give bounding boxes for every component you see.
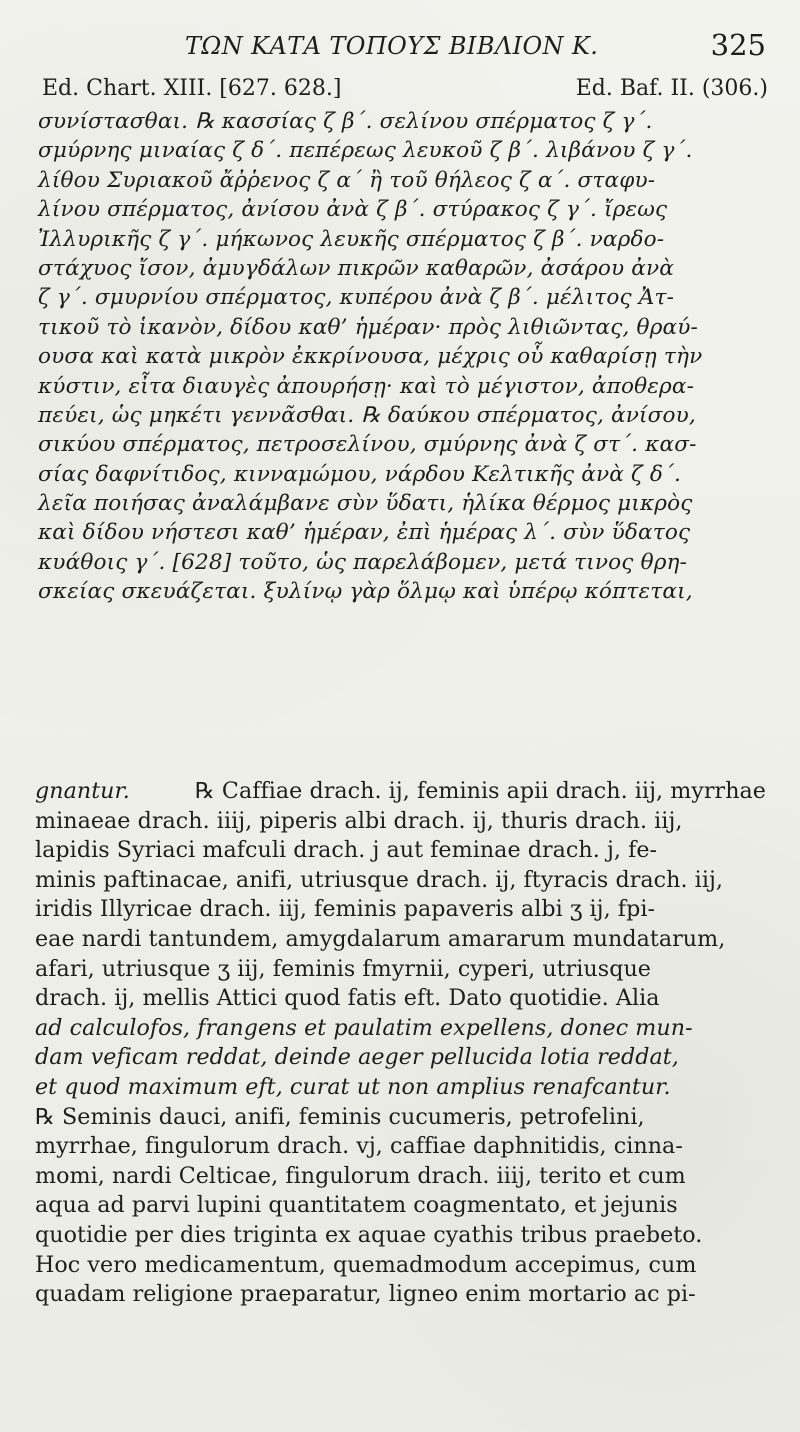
- latin-line: [35, 1191, 766, 1221]
- latin-line-rest: lapidis Syriaci mafculi drach. j aut feminae drach. j, fe-: [35, 837, 658, 864]
- latin-line: [35, 1162, 766, 1192]
- latin-line: [35, 955, 766, 985]
- greek-line: Ἰλλυρικῆς ζ γ΄. μήκωνος λευκῆς σπέρματος ζ β΄. ναρδο-: [38, 226, 665, 252]
- greek-line: λεῖα ποιήσας ἀναλάμβανε σὺν ὕδατι, ἡλίκα θέρμος μικρὸς: [38, 491, 693, 517]
- latin-line: [35, 895, 766, 925]
- latin-line: [35, 1103, 766, 1133]
- latin-line: [35, 1014, 766, 1044]
- latin-line: [35, 1073, 766, 1103]
- latin-line: [35, 777, 766, 807]
- latin-line-rest: aqua ad parvi lupini quantitatem coagmentato, et jejunis: [35, 1192, 678, 1219]
- latin-line-rest: quadam religione praeparatur, ligneo enim mortario ac pi-: [35, 1281, 696, 1308]
- greek-line: ουσα καὶ κατὰ μικρὸν ἐκκρίνουσα, μέχρις οὗ καθαρίσῃ τὴν: [38, 344, 703, 370]
- latin-line: [35, 1221, 766, 1251]
- latin-line-rest: iridis Illyricae drach. iij, feminis papaveris albi ʒ ij, fpi-: [35, 896, 656, 923]
- greek-line: καὶ δίδου νήστεσι καθ’ ἡμέραν, ἐπὶ ἡμέρας λ΄. σὺν ὕδατος: [38, 520, 691, 546]
- latin-line-lead: dam veficam reddat, deinde aeger pellucida lotia reddat,: [35, 1044, 679, 1071]
- latin-line-rest: myrrhae, fingulorum drach. vj, caffiae daphnitidis, cinna-: [35, 1133, 683, 1160]
- latin-line-rest: eae nardi tantundem, amygdalarum amararum mundatarum,: [35, 925, 726, 952]
- show-through-text: [88, 706, 748, 732]
- latin-line: [35, 836, 766, 866]
- page-number: 325: [710, 28, 766, 62]
- latin-line: [35, 807, 766, 837]
- latin-line: [35, 1043, 766, 1073]
- latin-line: [35, 984, 766, 1014]
- latin-line-rest: ℞ Caffiae drach. ij, feminis apii drach. iij, myrrhae: [194, 778, 766, 804]
- greek-line: ζ γ΄. σμυρνίου σπέρματος, κυπέρου ἀνὰ ζ β΄. μέλιτος Ἀτ-: [38, 285, 675, 311]
- latin-text-block: [35, 777, 766, 1397]
- latin-line-rest: minis paftinacae, anifi, utriusque drach. ij, ftyracis drach. iij,: [35, 866, 723, 893]
- latin-line-rest: quotidie per dies triginta ex aquae cyathis tribus praebeto.: [35, 1221, 703, 1248]
- basel-edition-reference: Ed. Baf. II. (306.): [575, 76, 768, 101]
- greek-line: σκείας σκευάζεται. ξυλίνῳ γὰρ ὅλμῳ καὶ ὑπέρῳ κόπτεται,: [38, 579, 693, 605]
- greek-text-block: [38, 107, 766, 697]
- latin-line-lead: ad calculofos, frangens et paulatim expellens, donec mun-: [35, 1014, 693, 1041]
- page-title: ΤΩΝ ΚΑΤΑ ΤΟΠΟΥΣ ΒΙΒΛΙΟΝ Κ.: [185, 32, 599, 60]
- edition-references: [42, 76, 768, 104]
- latin-line-lead: gnantur.: [35, 778, 130, 804]
- running-head: [0, 22, 800, 68]
- latin-line: [35, 1132, 766, 1162]
- greek-line: λίνου σπέρματος, ἀνίσου ἀνὰ ζ β΄. στύρακος ζ γ΄. ἴρεως: [38, 197, 668, 223]
- latin-line-rest: minaeae drach. iiij, piperis albi drach. ij, thuris drach. iij,: [35, 807, 683, 834]
- greek-line: κυάθοις γ΄. [628] τοῦτο, ὡς παρελάβομεν, μετά τινος θρη-: [38, 549, 688, 575]
- greek-line: στάχυος ἴσον, ἀμυγδάλων πικρῶν καθαρῶν, ἀσάρου ἀνὰ: [38, 255, 674, 281]
- latin-line-rest: afari, utriusque ʒ iij, feminis fmyrnii, cyperi, utriusque: [35, 955, 651, 982]
- greek-line: συνίστασθαι. ℞ κασσίας ζ β΄. σελίνου σπέρματος ζ γ΄.: [38, 109, 653, 134]
- greek-line: πεύει, ὡς μηκέτι γεννᾶσθαι. ℞ δαύκου σπέρματος, ἀνίσου,: [38, 402, 696, 428]
- chart-edition-reference: Ed. Chart. XIII. [627. 628.]: [42, 76, 342, 101]
- latin-line-rest: ℞ Seminis dauci, anifi, feminis cucumeris, petrofelini,: [35, 1103, 645, 1130]
- latin-line: [35, 1251, 766, 1281]
- latin-line-lead: et quod maximum eft, curat ut non amplius renafcantur.: [35, 1073, 671, 1100]
- greek-line: κύστιν, εἶτα διαυγὲς ἀπουρήσῃ· καὶ τὸ μέγιστον, ἀποθερα-: [38, 373, 695, 399]
- latin-line: [35, 1280, 766, 1310]
- greek-line: σικύου σπέρματος, πετροσελίνου, σμύρνης ἀνὰ ζ στ΄. κασ-: [38, 432, 697, 458]
- latin-line-rest: momi, nardi Celticae, fingulorum drach. iiij, terito et cum: [35, 1162, 686, 1189]
- greek-line: τικοῦ τὸ ἱκανὸν, δίδου καθ’ ἡμέραν· πρὸς λιθιῶντας, θραύ-: [38, 314, 698, 340]
- greek-line: λίθου Συριακοῦ ἄῤῥενος ζ α΄ ἢ τοῦ θήλεος ζ α΄. σταφυ-: [38, 167, 656, 193]
- latin-line: [35, 925, 766, 955]
- greek-line: σίας δαφνίτιδος, κινναμώμου, νάρδου Κελτικῆς ἀνὰ ζ δ΄.: [38, 461, 682, 487]
- latin-line: [35, 866, 766, 896]
- greek-line: σμύρνης μιναίας ζ δ΄. πεπέρεως λευκοῦ ζ β΄. λιβάνου ζ γ΄.: [38, 138, 693, 164]
- latin-line-rest: Hoc vero medicamentum, quemadmodum accepimus, cum: [35, 1251, 697, 1278]
- latin-line-rest: drach. ij, mellis Attici quod fatis eft. Dato quotidie. Alia: [35, 985, 660, 1012]
